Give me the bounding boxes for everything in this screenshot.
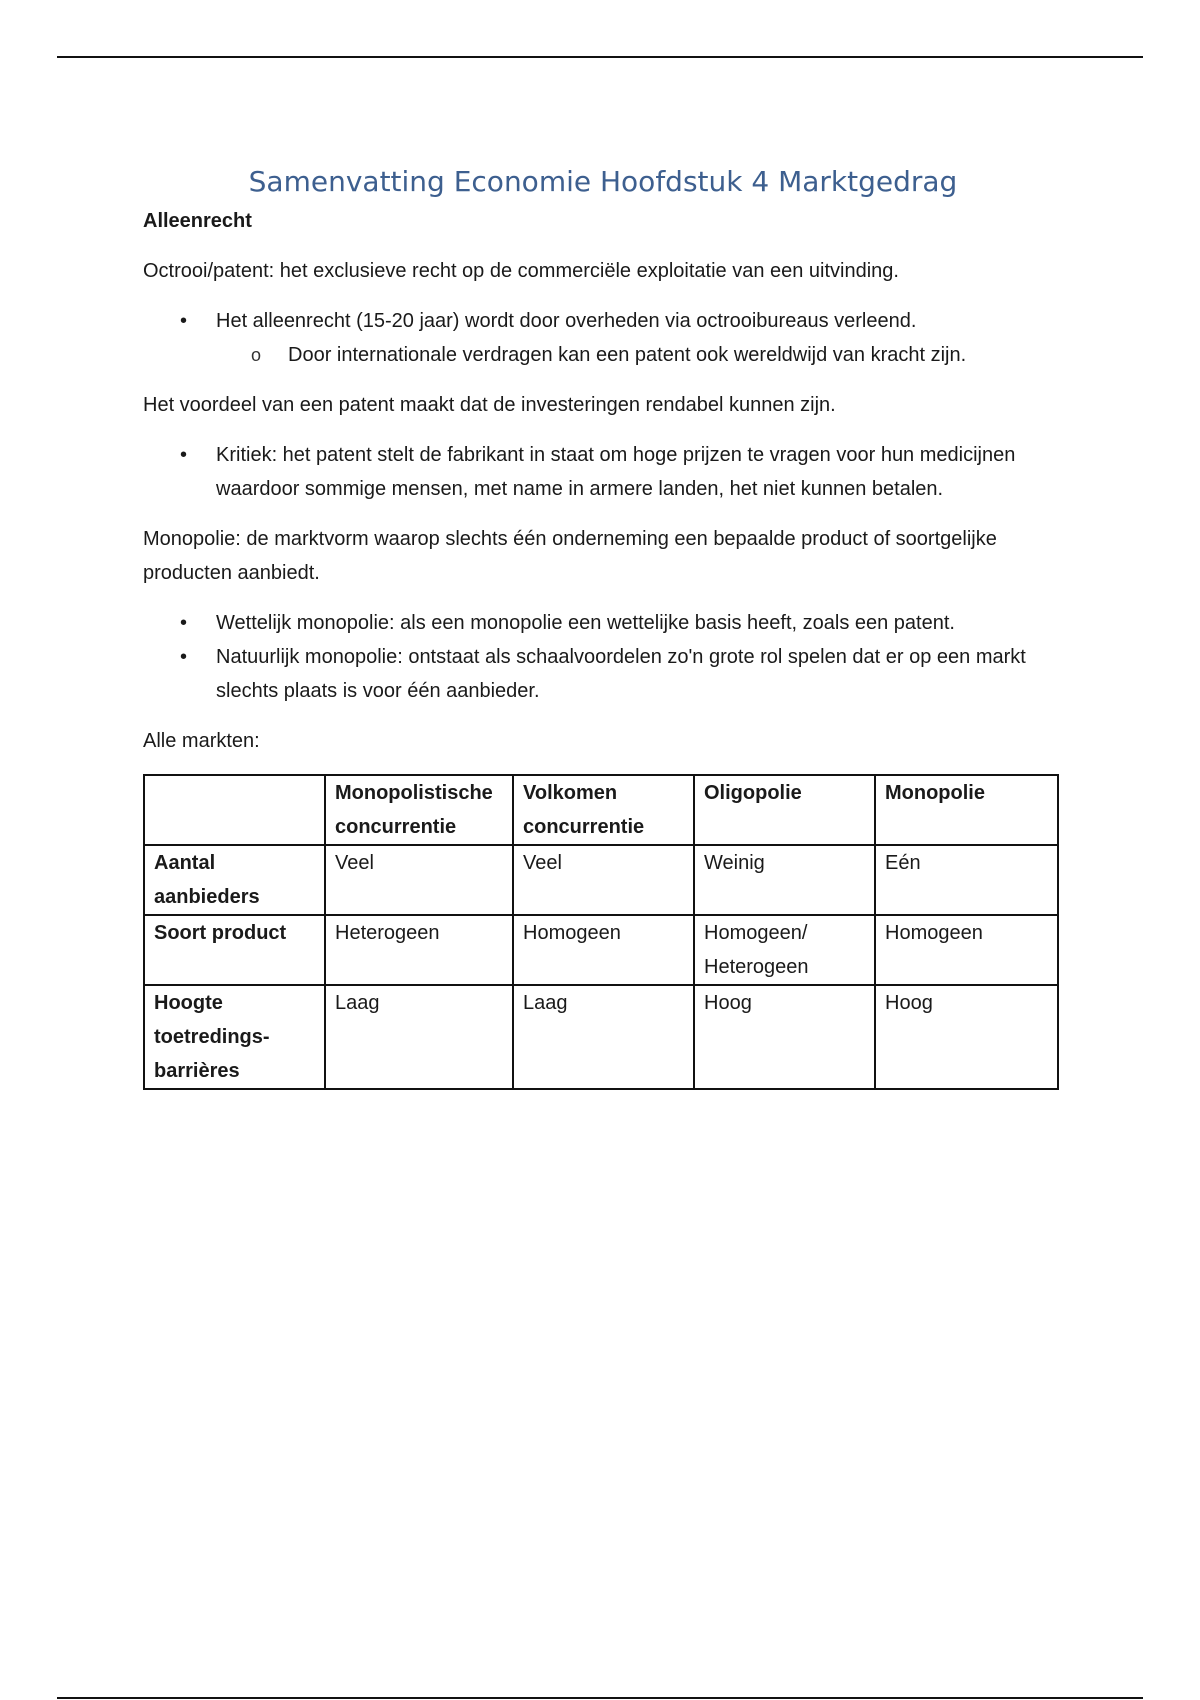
table-header-cell (144, 775, 325, 845)
table-header-cell: Oligopolie (694, 775, 875, 845)
table-header-cell: Monopolie (875, 775, 1058, 845)
sub-bullet-icon: o (251, 345, 262, 365)
list-item-text: Natuurlijk monopolie: ontstaat als schaalvoordelen zo'n grote rol spelen dat er op een markt slechts plaats is voor één aanbieder. (216, 646, 1026, 702)
list-item-text: Wettelijk monopolie: als een monopolie een wettelijke basis heeft, zoals een patent. (216, 612, 955, 634)
table-header-cell: Monopolistische concurrentie (325, 775, 513, 845)
table-row (144, 915, 1058, 985)
table-cell: Hoog (694, 985, 875, 1089)
sub-bullet-list (216, 338, 1063, 372)
list-item (143, 606, 1063, 640)
paragraph-octrooi: Octrooi/patent: het exclusieve recht op de commerciële exploitatie van een uitvinding. (143, 260, 899, 282)
list-item-text: Kritiek: het patent stelt de fabrikant in staat om hoge prijzen te vragen voor hun medicijnen waardoor sommige mensen, met name in armere landen, het niet kunnen betalen. (216, 444, 1016, 500)
table-cell: Homogeen (875, 915, 1058, 985)
list-item (143, 438, 1063, 506)
bullet-icon: • (180, 310, 188, 332)
bullet-list-kritiek (143, 438, 1063, 506)
paragraph-alle-markten: Alle markten: (143, 730, 260, 752)
document-page (143, 160, 1063, 1090)
table-cell: Homogeen (513, 915, 694, 985)
paragraph-monopolie: Monopolie: de marktvorm waarop slechts één onderneming een bepaalde product of soortgelijke producten aanbiedt. (143, 528, 997, 584)
footer-rule (57, 1697, 1143, 1699)
page-title: Samenvatting Economie Hoofdstuk 4 Marktgedrag (248, 165, 958, 198)
table-row (144, 985, 1058, 1089)
list-item-text: Het alleenrecht (15-20 jaar) wordt door overheden via octrooibureaus verleend. (216, 310, 917, 332)
table-cell: Laag (325, 985, 513, 1089)
table-cell: Homogeen/ Heterogeen (694, 915, 875, 985)
list-item (143, 304, 1063, 372)
bullet-icon: • (180, 612, 188, 634)
header-rule (57, 56, 1143, 58)
table-row-header: Soort product (144, 915, 325, 985)
table-cell: Veel (513, 845, 694, 915)
table-row-header: Hoogte toetredings-barrières (144, 985, 325, 1089)
bullet-icon: • (180, 646, 188, 668)
table-row (144, 845, 1058, 915)
bullet-list-alleenrecht (143, 304, 1063, 372)
table-cell: Veel (325, 845, 513, 915)
bullet-list-monopolie (143, 606, 1063, 708)
sub-list-item (143, 338, 1063, 372)
table-cell: Laag (513, 985, 694, 1089)
paragraph-voordeel: Het voordeel van een patent maakt dat de investeringen rendabel kunnen zijn. (143, 394, 836, 416)
table-row-header: Aantal aanbieders (144, 845, 325, 915)
section-heading: Alleenrecht (143, 210, 252, 232)
table-cell: Eén (875, 845, 1058, 915)
list-item (143, 640, 1063, 708)
bullet-icon: • (180, 444, 188, 466)
table-header-cell: Volkomen concurrentie (513, 775, 694, 845)
table-cell: Hoog (875, 985, 1058, 1089)
sub-list-item-text: Door internationale verdragen kan een patent ook wereldwijd van kracht zijn. (288, 344, 967, 366)
table-cell: Weinig (694, 845, 875, 915)
table-header-row (144, 775, 1058, 845)
markets-table (143, 774, 1059, 1090)
table-cell: Heterogeen (325, 915, 513, 985)
